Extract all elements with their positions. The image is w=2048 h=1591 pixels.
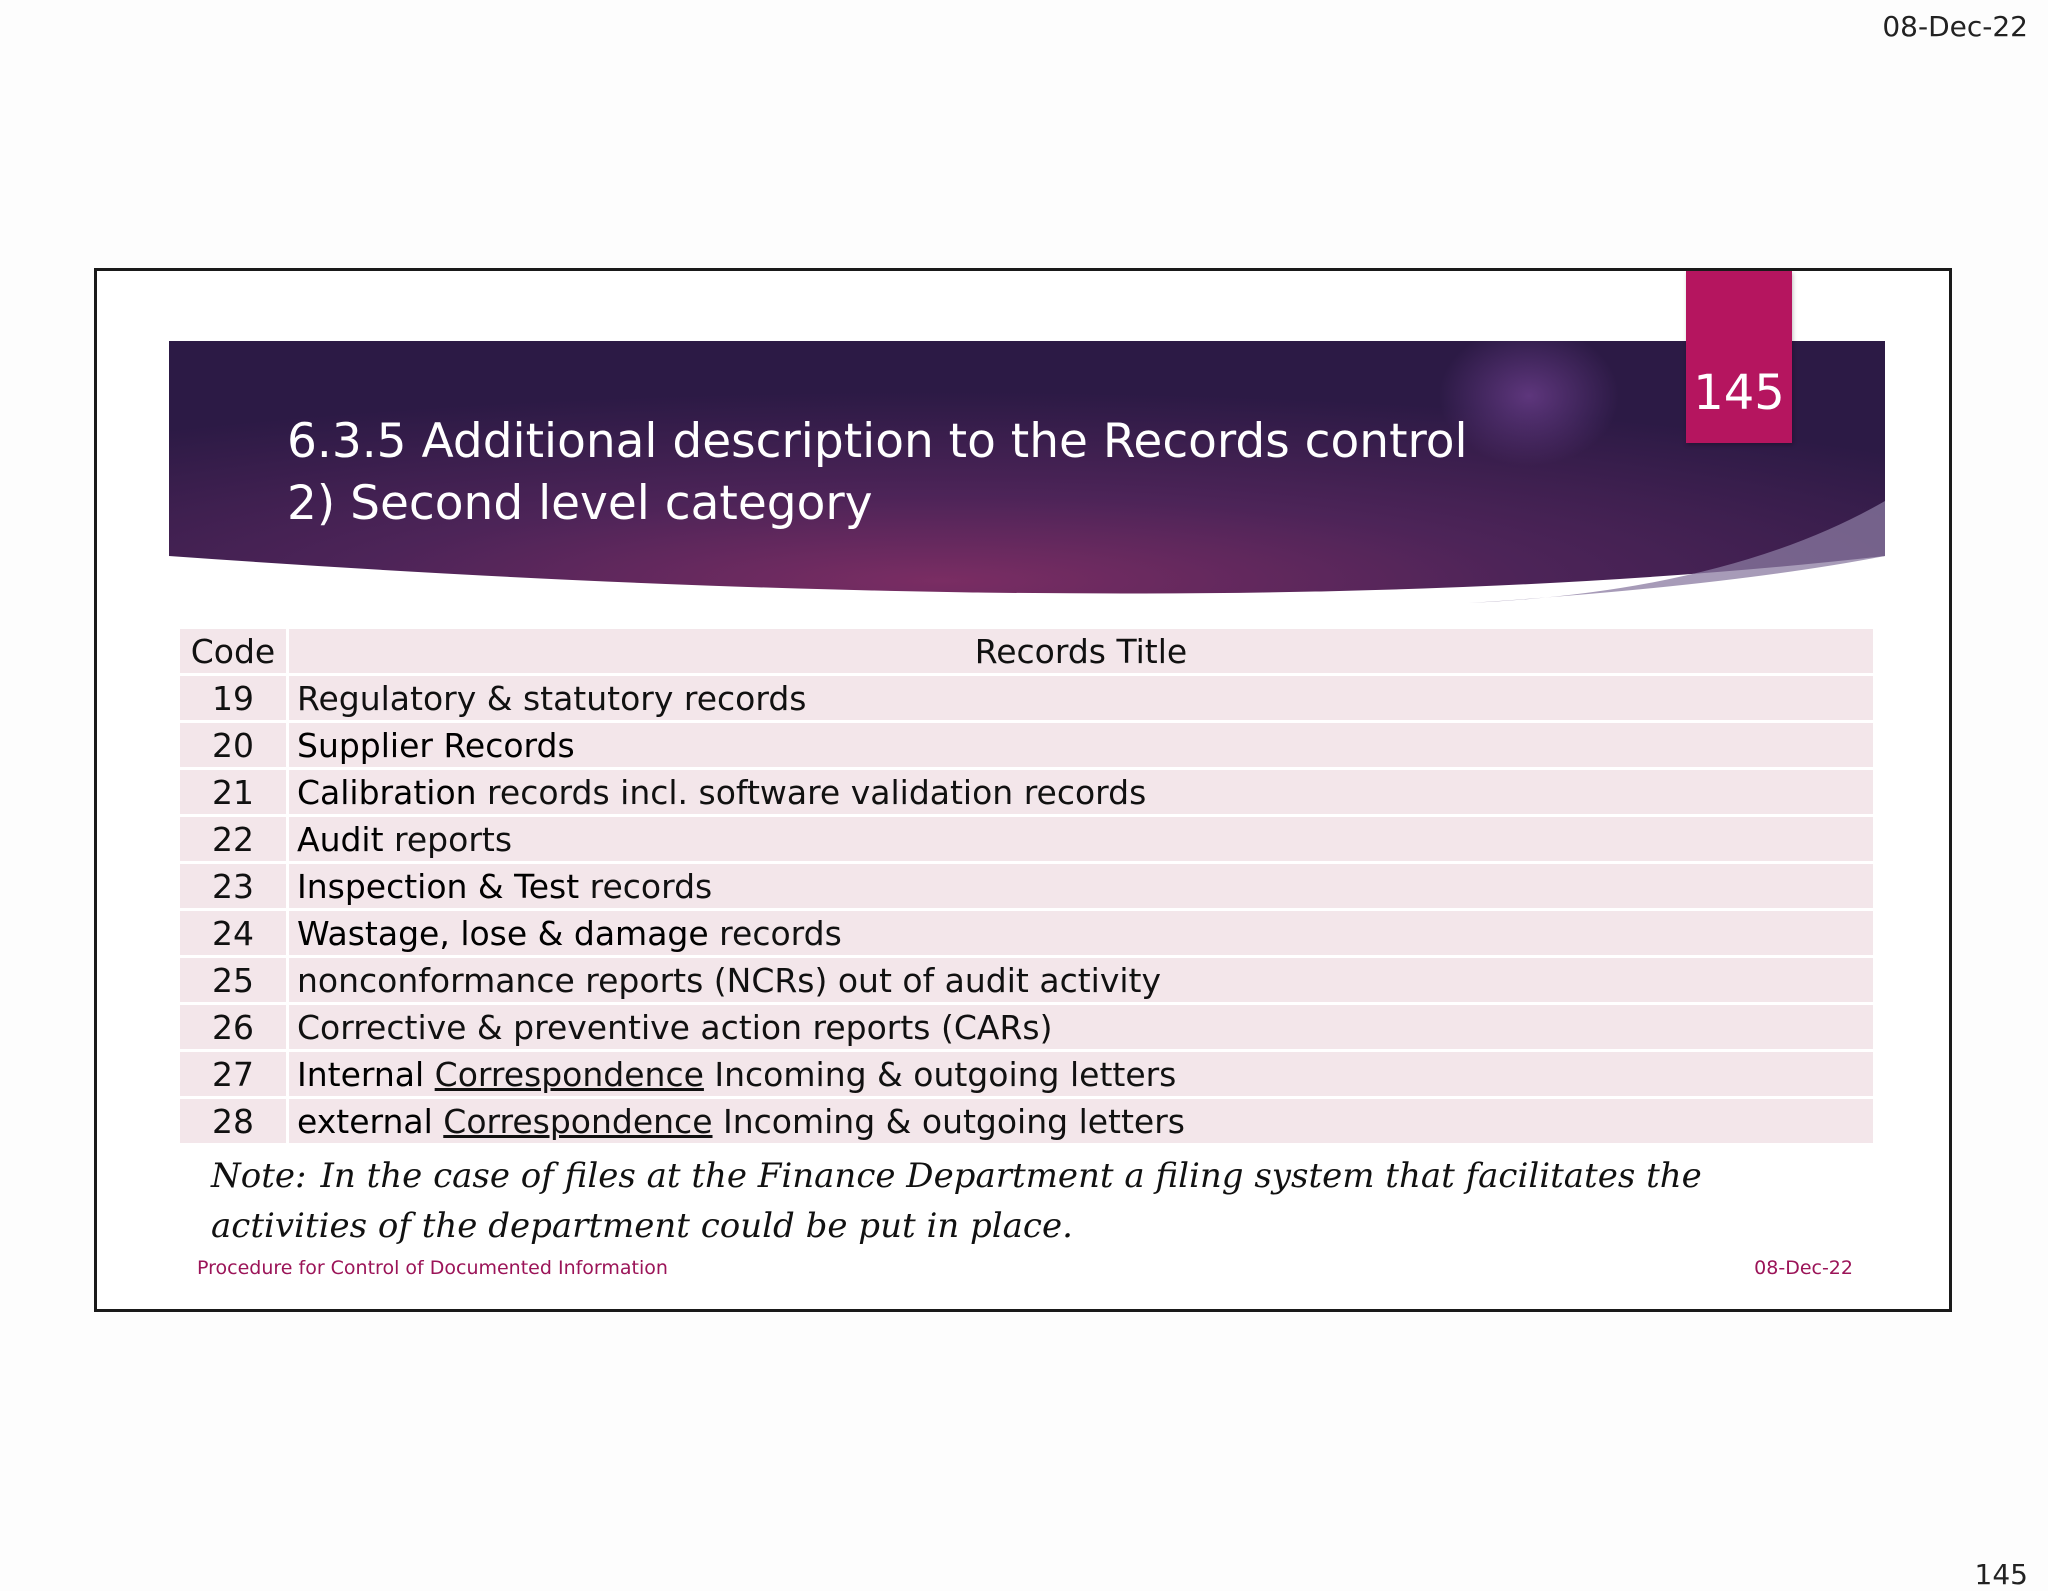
slide-title <box>287 411 1587 535</box>
row-code: 26 <box>180 1005 289 1049</box>
row-title <box>289 911 1873 955</box>
header-code: Code <box>180 629 289 673</box>
slide <box>94 268 1952 1312</box>
row-title-rest: records <box>579 866 713 906</box>
row-title-keyword: Calibration <box>297 772 477 812</box>
footer-document-title: Procedure for Control of Documented Information <box>197 1257 668 1279</box>
row-title <box>289 817 1873 861</box>
header-records-title: Records Title <box>289 629 1873 673</box>
note <box>211 1151 1861 1251</box>
row-code: 25 <box>180 958 289 1002</box>
row-code: 19 <box>180 676 289 720</box>
row-title-keyword: Inspection & Test <box>297 866 580 906</box>
table-row <box>180 1099 1873 1143</box>
table-header-row <box>180 629 1873 673</box>
slide-number: 145 <box>1693 365 1785 421</box>
row-title-keyword: Wastage, lose & damage <box>297 913 709 953</box>
row-title <box>289 1052 1873 1096</box>
row-title-rest: records incl. software validation records <box>476 772 1147 812</box>
table-row <box>180 864 1873 908</box>
records-table <box>180 626 1873 1146</box>
table-row <box>180 723 1873 767</box>
row-code: 24 <box>180 911 289 955</box>
row-title: Supplier Records <box>289 723 1873 767</box>
table-row <box>180 958 1873 1002</box>
slide-number-tab <box>1686 271 1792 443</box>
row-title-underlined: Correspondence <box>434 1054 704 1094</box>
table-row <box>180 911 1873 955</box>
row-title-keyword: Internal <box>297 1054 435 1094</box>
row-title: Corrective & preventive action reports (CARs) <box>289 1005 1873 1049</box>
row-title: nonconformance reports (NCRs) out of audit activity <box>289 958 1873 1002</box>
title-line-2: 2) Second level category <box>287 476 873 531</box>
row-title-keyword: Audit <box>297 819 384 859</box>
page-date: 08-Dec-22 <box>1882 10 2028 43</box>
row-code: 27 <box>180 1052 289 1096</box>
table-row <box>180 676 1873 720</box>
row-title: Regulatory & statutory records <box>289 676 1873 720</box>
note-text: In the case of files at the Finance Department a filing system that facilitates the activities of the department could be put in place. <box>211 1156 1702 1246</box>
row-title-rest: records <box>708 913 842 953</box>
row-code: 23 <box>180 864 289 908</box>
table-row <box>180 817 1873 861</box>
table-row <box>180 770 1873 814</box>
row-title-rest: reports <box>383 819 513 859</box>
title-line-1: 6.3.5 Additional description to the Records control <box>287 414 1468 469</box>
note-label: Note: <box>211 1156 307 1196</box>
row-title-keyword: external <box>297 1101 444 1141</box>
row-code: 20 <box>180 723 289 767</box>
row-title <box>289 770 1873 814</box>
row-title <box>289 1099 1873 1143</box>
footer-date: 08-Dec-22 <box>1754 1257 1853 1279</box>
row-code: 21 <box>180 770 289 814</box>
row-code: 22 <box>180 817 289 861</box>
page-number: 145 <box>1974 1558 2028 1591</box>
row-title-rest: Incoming & outgoing letters <box>703 1054 1177 1094</box>
table-row <box>180 1005 1873 1049</box>
row-title <box>289 864 1873 908</box>
row-title-rest: Incoming & outgoing letters <box>712 1101 1185 1141</box>
row-title-underlined: Correspondence <box>443 1101 713 1141</box>
table-row <box>180 1052 1873 1096</box>
row-code: 28 <box>180 1099 289 1143</box>
